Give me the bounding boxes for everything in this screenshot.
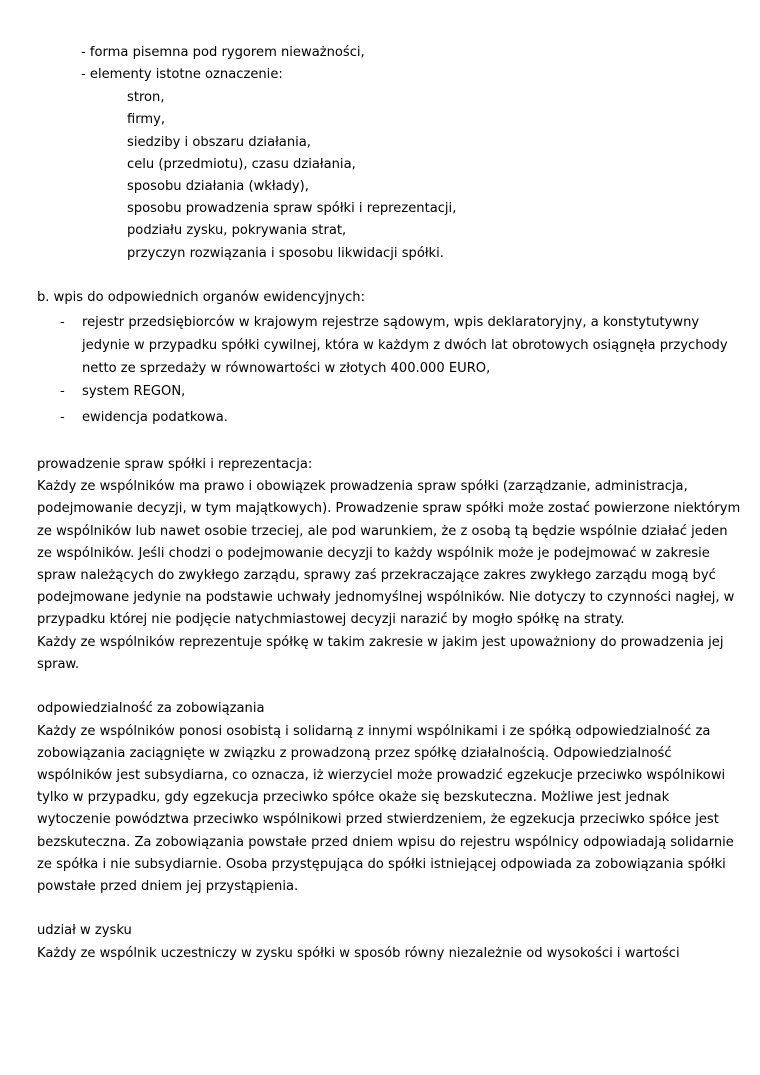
management-line: ze wspólników. Jeśli chodzi o podejmowanie decyzji to każdy wspólnik może je podejmować w zakresie <box>37 546 710 561</box>
profit-heading: udział w zysku <box>37 923 132 938</box>
management-line: ze wspólników lub nawet osobie trzeciej, ale pod warunkiem, że z osobą tą będzie wspólnie działać jeden <box>37 524 728 539</box>
bullet-dash: - <box>60 315 65 330</box>
registration-heading: b. wpis do odpowiednich organów ewidencyjnych: <box>37 290 366 305</box>
element-line: podziału zysku, pokrywania strat, <box>127 223 347 238</box>
management-line: Każdy ze wspólników reprezentuje spółkę w takim zakresie w jakim jest upoważniony do prowadzenia jej <box>37 635 724 650</box>
management-line: podejmowanie decyzji, w tym majątkowych). Prowadzenie spraw spółki może zostać powierzone niektórym <box>37 501 741 516</box>
contract-item-form: - forma pisemna pod rygorem nieważności, <box>81 45 365 60</box>
management-line: podejmowane jedynie na podstawie uchwały jednomyślnej wspólników. Nie dotyczy to czynności nagłej, w <box>37 590 735 605</box>
liability-line: zobowiązania zaciągnięte w związku z prowadzoną przez spółkę działalnością. Odpowiedzialność <box>37 746 672 761</box>
registration-item-line: netto ze sprzedaży w równowartości w złotych 400.000 EURO, <box>82 361 491 376</box>
contract-item-elements: - elementy istotne oznaczenie: <box>81 67 283 82</box>
element-line: firmy, <box>127 112 166 127</box>
registration-item-line: rejestr przedsiębiorców w krajowym rejestrze sądowym, wpis deklaratoryjny, a konstytutywny <box>82 315 700 330</box>
liability-line: powstałe przed dniem jej przystąpienia. <box>37 879 299 894</box>
liability-line: ze spółka i nie subsydiarnie. Osoba przystępująca do spółki istniejącej odpowiada za zobowiązania spółki <box>37 857 726 872</box>
management-line: spraw należących do zwykłego zarządu, sprawy zaś przekraczające zakres zwykłego zarządu mogą być <box>37 568 716 583</box>
element-line: stron, <box>127 90 165 105</box>
liability-line: wytoczenie powództwa przeciwko wspólnikowi przed stwierdzeniem, że egzekucja przeciwko spółce jest <box>37 812 719 827</box>
registration-item-line: jedynie w przypadku spółki cywilnej, która w każdym z dwóch lat obrotowych osiągnęła przychody <box>82 338 728 353</box>
management-line: spraw. <box>37 657 80 672</box>
management-line: przypadku której nie podjęcie natychmiastowej decyzji narazić by mogło spółkę na straty. <box>37 612 625 627</box>
management-line: Każdy ze wspólników ma prawo i obowiązek prowadzenia spraw spółki (zarządzanie, administracja, <box>37 479 688 494</box>
element-line: przyczyn rozwiązania i sposobu likwidacji spółki. <box>127 246 444 261</box>
element-line: celu (przedmiotu), czasu działania, <box>127 157 356 172</box>
registration-item-regon: system REGON, <box>82 384 186 399</box>
element-line: sposobu prowadzenia spraw spółki i reprezentacji, <box>127 201 457 216</box>
profit-line: Każdy ze wspólnik uczestniczy w zysku spółki w sposób równy niezależnie od wysokości i wartości <box>37 946 680 961</box>
liability-line: Każdy ze wspólników ponosi osobistą i solidarną z innymi wspólnikami i ze spółką odpowiedzialność za <box>37 724 711 739</box>
registration-item-tax: ewidencja podatkowa. <box>82 410 228 425</box>
management-heading: prowadzenie spraw spółki i reprezentacja: <box>37 457 313 472</box>
liability-line: tylko w przypadku, gdy egzekucja przeciwko spółce okaże się bezskuteczna. Możliwe jest jednak <box>37 790 670 805</box>
element-line: sposobu działania (wkłady), <box>127 179 309 194</box>
bullet-dash: - <box>60 384 65 399</box>
liability-line: bezskuteczna. Za zobowiązania powstałe przed dniem wpisu do rejestru wspólnicy odpowiadają solidarnie <box>37 835 734 850</box>
liability-line: wspólników jest subsydiarna, co oznacza, iż wierzyciel może prowadzić egzekucje przeciwko wspólnikowi <box>37 768 726 783</box>
element-line: siedziby i obszaru działania, <box>127 135 311 150</box>
bullet-dash: - <box>60 410 65 425</box>
liability-heading: odpowiedzialność za zobowiązania <box>37 701 265 716</box>
